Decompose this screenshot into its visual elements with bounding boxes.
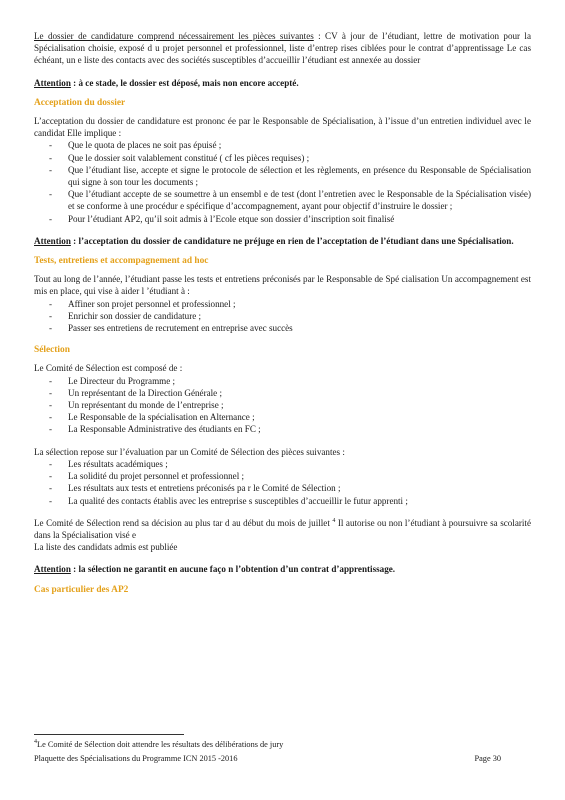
- intro-body: : CV à jour de l’étudiant, lettre de motivation pour la Spécialisation choisie, exposé d u projet personnel et professionnel, liste d’entrep rises ciblées pour le contrat d’apprentissage Le cas échéant, un e liste des contacts avec des sociétés susceptibles d’accueillir l’étudiant est annexée au dossier: [34, 31, 531, 66]
- list-item: - Que le quota de places ne soit pas épuisé ;: [34, 139, 531, 151]
- acceptation-list: [34, 139, 531, 224]
- footnote-text: Le Comité de Sélection doit attendre les résultats des délibérations de jury: [37, 740, 284, 749]
- section-title-acceptation: Acceptation du dossier: [34, 97, 126, 108]
- decision-text: Le Comité de Sélection rend sa décision au plus tar d au début du mois de juillet: [34, 517, 330, 528]
- section-title-selection: Sélection: [34, 345, 70, 356]
- list-item: - Le Responsable de la spécialisation en Alternance ;: [34, 411, 531, 423]
- footnote: [34, 740, 283, 750]
- intro-lead: Le dossier de candidature comprend nécessairement les pièces suivantes: [34, 31, 314, 41]
- acceptation-intro: L’acceptation du dossier de candidature est prononc ée par le Responsable de Spécialisation, à l’issue d’un entretien individuel avec le candidat Elle implique :: [34, 116, 531, 139]
- criteria-list: [34, 458, 531, 507]
- decision-text-cont: Il autorise ou non l’étudiant à poursuivre sa scolarité dans la Spécialisation visé e: [34, 517, 531, 540]
- attention-text: : à ce stade, le dossier est déposé, mais non encore accepté.: [70, 77, 299, 88]
- selection-intro: Le Comité de Sélection est composé de :: [34, 363, 183, 374]
- intro-paragraph: [34, 30, 531, 67]
- section-title-ap2: Cas particulier des AP2: [34, 584, 129, 595]
- section-title-tests: Tests, entretiens et accompagnement ad hoc: [34, 256, 209, 267]
- attention-note-2: [34, 235, 531, 247]
- list-item: - Les résultats académiques ;: [34, 458, 531, 470]
- attention-note-3: [34, 563, 531, 575]
- page-number: Page 30: [474, 754, 501, 763]
- attention-label: Attention: [34, 77, 71, 88]
- tests-intro: Tout au long de l’année, l’étudiant passe les tests et entretiens préconisés par le Responsable de Spé cialisation Un accompagnement est mis en place, qui vise à aider l ’étudiant à :: [34, 274, 531, 297]
- footnote-divider: [34, 734, 184, 735]
- list-item: - Un représentant de la Direction Générale ;: [34, 387, 531, 399]
- list-item: - Les résultats aux tests et entretiens préconisés pa r le Comité de Sélection ;: [34, 482, 531, 494]
- list-item: - Passer ses entretiens de recrutement en entreprise avec succès: [34, 322, 531, 334]
- criteria-intro: La sélection repose sur l’évaluation par un Comité de Sélection des pièces suivantes :: [34, 446, 345, 457]
- list-item: - Que l’étudiant accepte de se soumettre à un ensembl e de test (dont l’entretien avec le Responsable de la Spécialisation visée) et se conforme à une procédur e spécifique d’accompagnement, ayant pour objectif d’instruire le dossier ;: [34, 188, 531, 212]
- committee-members-list: [34, 375, 531, 436]
- attention-text: : l’acceptation du dossier de candidature ne préjuge en rien de l’acceptation de l’étudiant dans une Spécialisation.: [70, 235, 514, 246]
- list-item: - Pour l’étudiant AP2, qu’il soit admis à l’Ecole etque son dossier d’inscription soit finalisé: [34, 213, 531, 225]
- attention-label: Attention: [34, 564, 71, 575]
- page-content: [34, 30, 531, 596]
- list-item: - Que l’étudiant lise, accepte et signe le protocole de sélection et les règlements, en présence du Responsable de Spécialisation qui signe à son tour les documents ;: [34, 164, 531, 188]
- attention-label: Attention: [34, 235, 71, 246]
- tests-list: [34, 298, 531, 335]
- list-item: - Un représentant du monde de l’entreprise ;: [34, 399, 531, 411]
- list-item: - La Responsable Administrative des étudiants en FC ;: [34, 423, 531, 435]
- published-list-note: La liste des candidats admis est publiée: [34, 542, 178, 553]
- footnote-number: 4: [34, 739, 37, 746]
- footnote-ref[interactable]: 4: [332, 517, 336, 524]
- list-item: - Que le dossier soit valablement constitué ( cf les pièces requises) ;: [34, 152, 531, 164]
- attention-note-1: [34, 77, 531, 89]
- page-footer: [34, 754, 531, 764]
- list-item: - Enrichir son dossier de candidature ;: [34, 310, 531, 322]
- footer-title: Plaquette des Spécialisations du Programme ICN 2015 -2016: [34, 754, 238, 763]
- list-item: - La solidité du projet personnel et professionnel ;: [34, 470, 531, 482]
- attention-text: : la sélection ne garantit en aucune faço n l’obtention d’un contrat d’apprentissage.: [70, 564, 396, 575]
- list-item: - Affiner son projet personnel et professionnel ;: [34, 298, 531, 310]
- list-item: - Le Directeur du Programme ;: [34, 375, 531, 387]
- list-item: - La qualité des contacts établis avec les entreprise s susceptibles d’accueillir le futur apprenti ;: [34, 495, 531, 507]
- decision-paragraph: [34, 517, 531, 541]
